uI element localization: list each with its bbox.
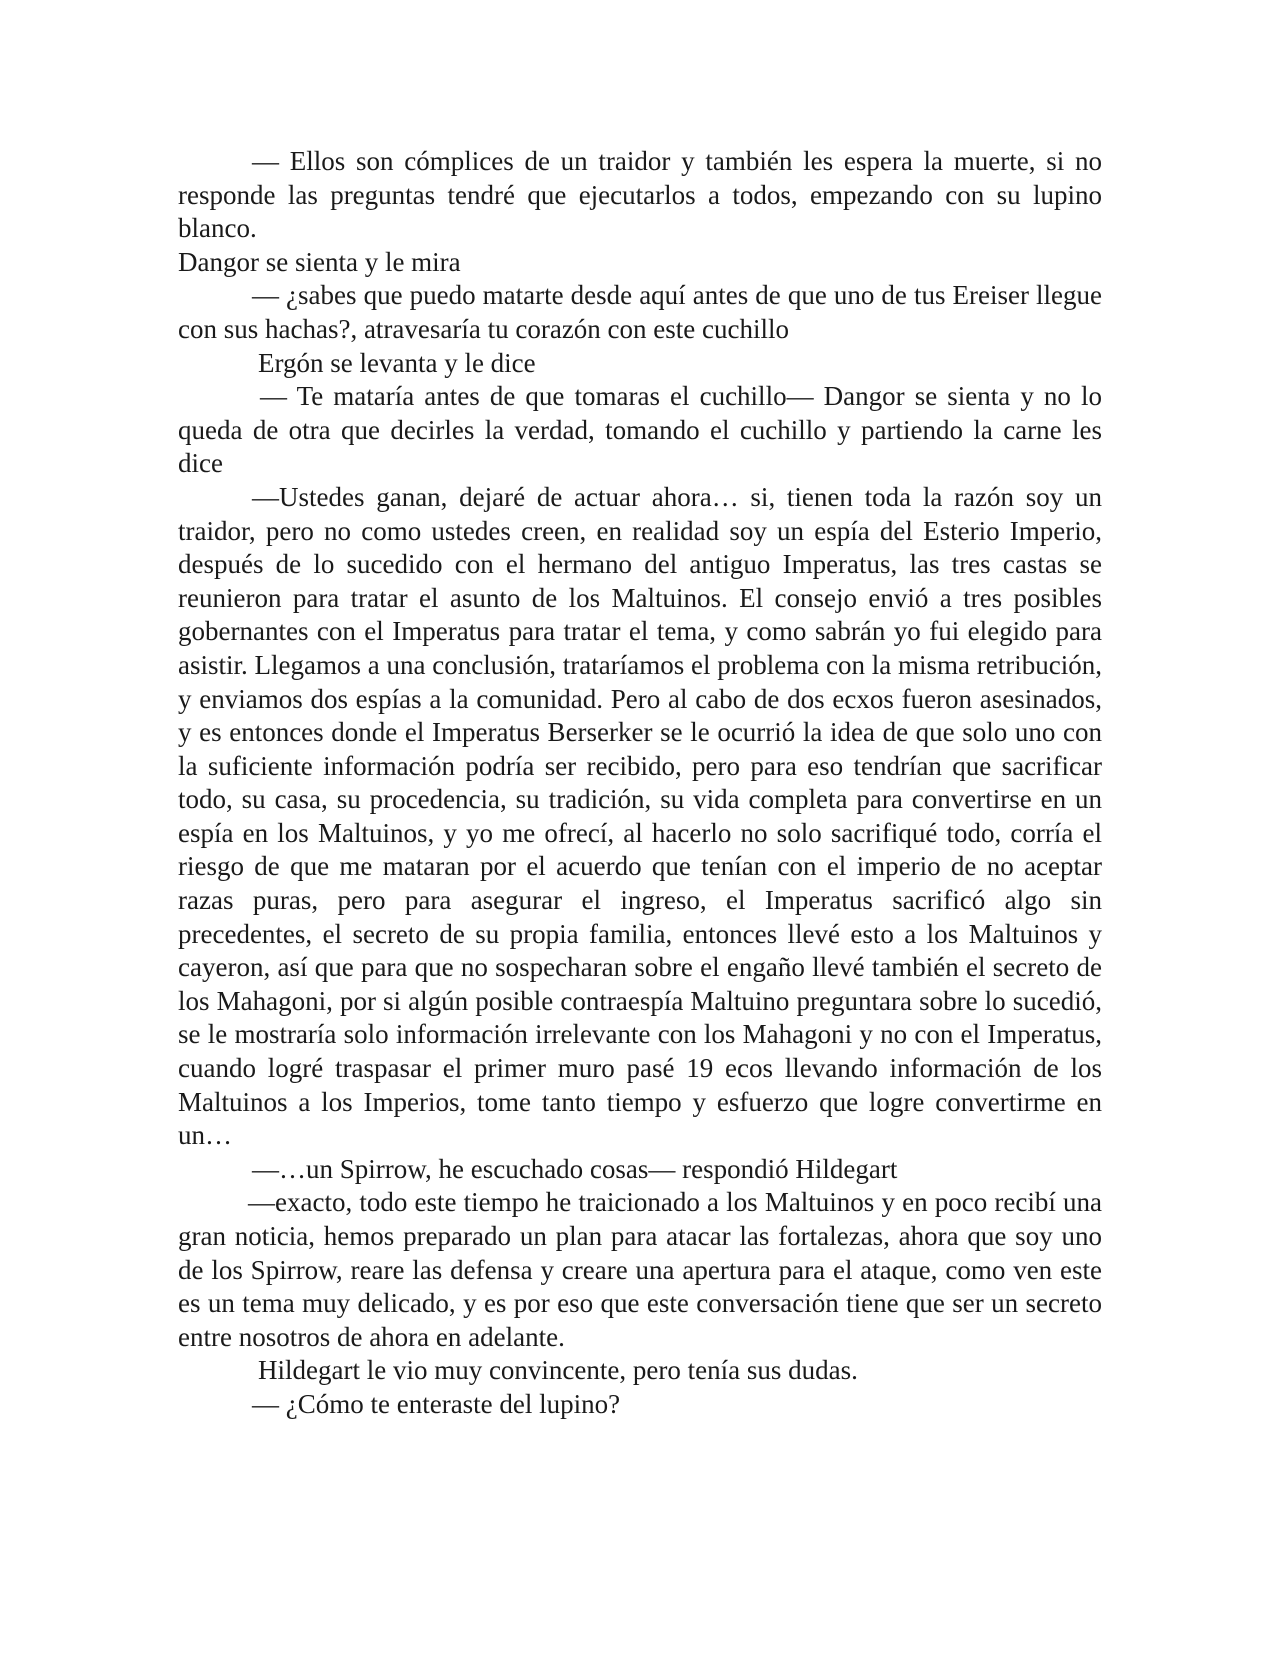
document-page: [178, 145, 1102, 1422]
paragraph-question: — ¿Cómo te enteraste del lupino?: [252, 1388, 621, 1419]
paragraph-ergon-reply: — Te mataría antes de que tomaras el cuchillo— Dangor se sienta y no lo queda de otra que decirles la verdad, tomando el cuchillo y partiendo la carne les dice: [178, 381, 1102, 479]
paragraph-hildegart-doubts: Hildegart le vio muy convincente, pero tenía sus dudas.: [258, 1355, 858, 1386]
paragraph-hildegart-reply: —…un Spirrow, he escuchado cosas— respondió Hildegart: [252, 1153, 898, 1184]
paragraph-plan: —exacto, todo este tiempo he traicionado a los Maltuinos y en poco recibí una gran noticia, hemos preparado un plan para atacar las fortalezas, ahora que soy uno de los Spirrow, reare las defensa y creare una apertura para el ataque, como ven este es un tema muy delicado, y es por eso que este conversación tiene que ser un secreto entre nosotros de ahora en adelante.: [178, 1187, 1102, 1352]
paragraph-knife-threat: — ¿sabes que puedo matarte desde aquí antes de que uno de tus Ereiser llegue con sus hachas?, atravesaría tu corazón con este cuchillo: [178, 280, 1102, 344]
paragraph-accomplices: — Ellos son cómplices de un traidor y también les espera la muerte, si no responde las preguntas tendré que ejecutarlos a todos, empezando con su lupino blanco.: [178, 146, 1102, 244]
paragraph-dangor-sits: Dangor se sienta y le mira: [178, 246, 461, 277]
paragraph-confession: —Ustedes ganan, dejaré de actuar ahora… si, tienen toda la razón soy un traidor, pero no como ustedes creen, en realidad soy un espía del Esterio Imperio, después de lo sucedido con el hermano del antiguo Imperatus, las tres castas se reunieron para tratar el asunto de los Maltuinos. El consejo envió a tres posibles gobernantes con el Imperatus para tratar el tema, y como sabrán yo fui elegido para asistir. Llegamos a una conclusión, trataríamos el problema con la misma retribución, y enviamos dos espías a la comunidad. Pero al cabo de dos ecxos fueron asesinados, y es entonces donde el Imperatus Berserker se le ocurrió la idea de que solo uno con la suficiente información podría ser recibido, pero para eso tendrían que sacrificar todo, su casa, su procedencia, su tradición, su vida completa para convertirse en un espía en los Maltuinos, y yo me ofrecí, al hacerlo no solo sacrifiqué todo, corría el riesgo de que me mataran por el acuerdo que tenían con el imperio de no aceptar razas puras, pero para asegurar el ingreso, el Imperatus sacrificó algo sin precedentes, el secreto de su propia familia, entonces llevé esto a los Maltuinos y cayeron, así que para que no sospecharan sobre el engaño llevé también el secreto de los Mahagoni, por si algún posible contraespía Maltuino preguntara sobre lo sucedió, se le mostraría solo información irrelevante con los Mahagoni y no con el Imperatus, cuando logré traspasar el primer muro pasé 19 ecos llevando información de los Maltuinos a los Imperios, tome tanto tiempo y esfuerzo que logre convertirme en un…: [178, 481, 1102, 1151]
paragraph-ergon-rises: Ergón se levanta y le dice: [258, 347, 536, 378]
